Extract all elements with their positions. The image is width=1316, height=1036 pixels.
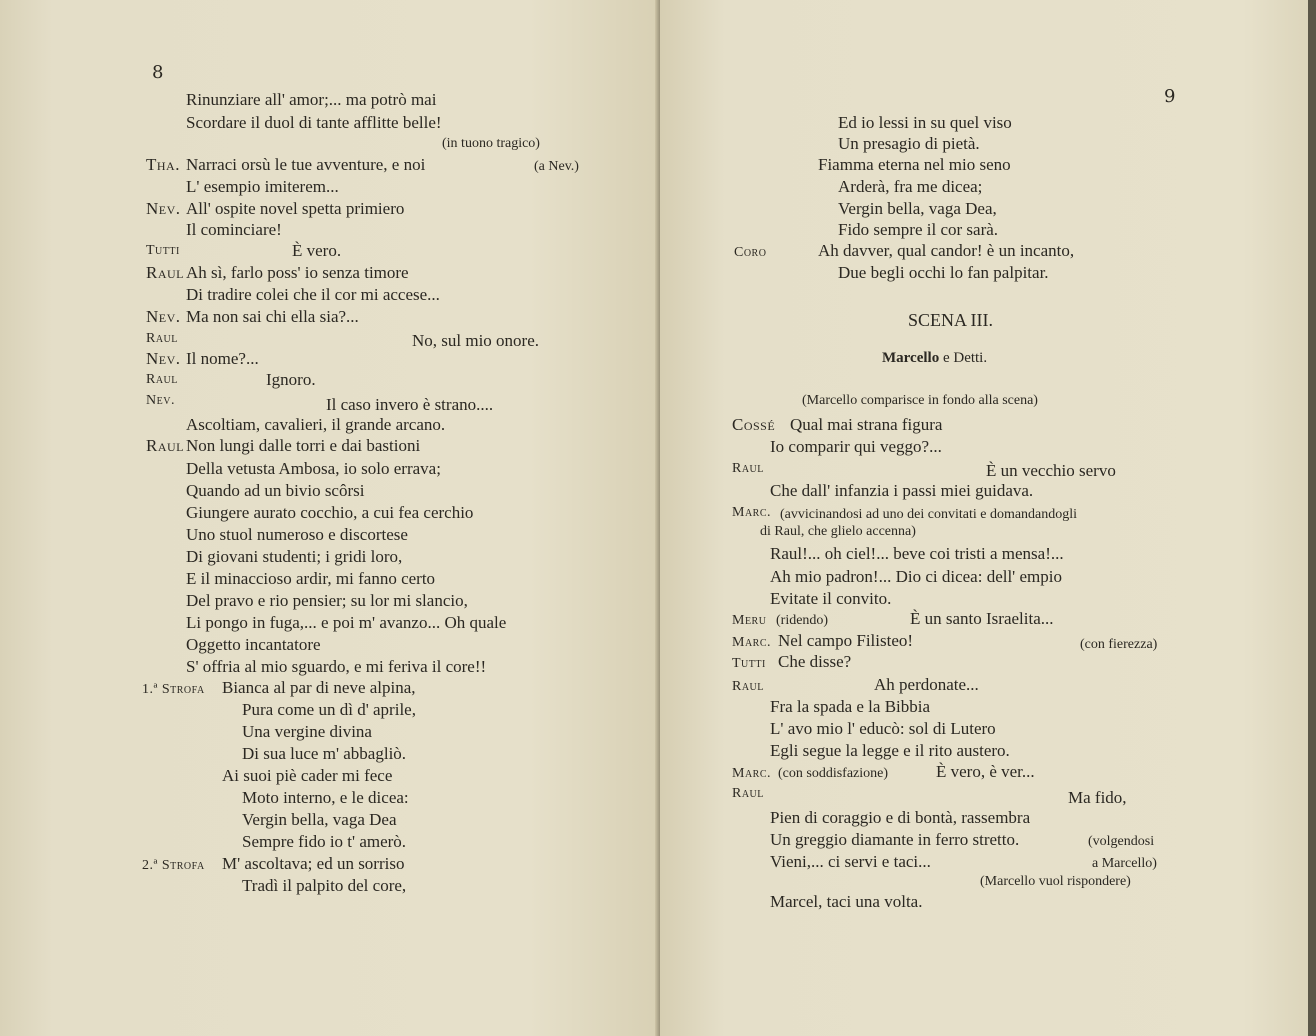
verse-line: Di tradire colei che il cor mi accese... (186, 285, 440, 304)
stage-direction: (Marcello comparisce in fondo alla scena) (802, 393, 1038, 408)
speaker-label: Tha. (146, 155, 180, 174)
verse-line: Il cominciare! (186, 220, 282, 239)
speaker-label: Tutti (732, 656, 766, 671)
verse-line: Raul!... oh ciel!... beve coi tristi a mensa!... (770, 544, 1064, 563)
verse-line: È vero. (292, 241, 342, 260)
verse-line: Ah davver, qual candor! è un incanto, (818, 241, 1075, 260)
stage-direction: (ridendo) (776, 613, 829, 628)
verse-line: Nel campo Filisteo! (778, 631, 914, 650)
verse-line: Due begli occhi lo fan palpitar. (838, 263, 1049, 282)
speaker-label: Nev. (146, 199, 181, 218)
right-page (660, 0, 1308, 1036)
speaker-label: Raul (732, 786, 764, 801)
verse-line: Che disse? (778, 652, 852, 671)
stage-direction: di Raul, che glielo accenna) (760, 524, 916, 539)
verse-line: Scordare il duol di tante afflitte belle! (186, 113, 442, 132)
verse-line: È un santo Israelita... (910, 609, 1054, 628)
verse-line: Ma fido, (1068, 788, 1127, 807)
verse-line: L' esempio imiterem... (186, 177, 339, 196)
verse-line: S' offria al mio sguardo, e mi feriva il core!! (186, 657, 487, 676)
verse-line: Il caso invero è strano.... (326, 395, 494, 414)
speaker-label: Coro (734, 245, 767, 260)
verse-line: Vergin bella, vaga Dea (242, 810, 397, 829)
verse-line: Oggetto incantatore (186, 635, 321, 654)
verse-line: Il nome?... (186, 349, 259, 368)
stage-direction: (in tuono tragico) (442, 136, 540, 151)
character-rest: e Detti. (942, 350, 988, 366)
speaker-label: Marc. (732, 635, 772, 650)
stage-direction: (con fierezza) (1080, 637, 1158, 652)
verse-line: Ed io lessi in su quel viso (838, 113, 1012, 132)
speaker-label: Marc. (732, 766, 772, 781)
verse-line: Fiamma eterna nel mio seno (818, 155, 1011, 174)
verse-line: Un presagio di pietà. (838, 134, 980, 153)
verse-line: L' avo mio l' educò: sol di Lutero (770, 719, 996, 738)
verse-line: Ah mio padron!... Dio ci dicea: dell' empio (770, 567, 1062, 586)
verse-line: Non lungi dalle torri e dai bastioni (186, 436, 421, 455)
verse-line: Li pongo in fuga,... e poi m' avanzo... Oh quale (186, 613, 507, 632)
verse-line: Un greggio diamante in ferro stretto. (770, 830, 1020, 849)
verse-line: Pien di coraggio e di bontà, rassembra (770, 808, 1031, 827)
verse-line: Fra la spada e la Bibbia (770, 697, 931, 716)
speaker-label: Raul (732, 679, 764, 694)
speaker-label: Marc. (732, 505, 772, 520)
speaker-label: Raul (146, 263, 185, 282)
verse-line: Qual mai strana figura (790, 415, 943, 434)
scene-characters (882, 348, 987, 368)
speaker-label: Nev. (146, 349, 181, 368)
verse-line: Di sua luce m' abbagliò. (242, 744, 407, 763)
speaker-label: 2.ª Strofa (142, 858, 205, 873)
verse-line: Evitate il convito. (770, 589, 892, 608)
verse-line: Ai suoi piè cader mi fece (222, 766, 393, 785)
verse-line: Uno stuol numeroso e discortese (186, 525, 408, 544)
verse-line: È un vecchio servo (986, 461, 1116, 480)
stage-direction: (con soddisfazione) (778, 766, 889, 781)
verse-line: Sempre fido io t' amerò. (242, 832, 407, 851)
verse-line: Ah sì, farlo poss' io senza timore (186, 263, 409, 282)
stage-direction: (volgendosi (1088, 834, 1155, 849)
speaker-label: Raul (146, 372, 178, 387)
verse-line: M' ascoltava; ed un sorriso (222, 854, 405, 873)
speaker-label: Tutti (146, 243, 180, 258)
verse-line: Vieni,... ci servi e taci... (770, 852, 931, 871)
verse-line: Di giovani studenti; i gridi loro, (186, 547, 403, 566)
verse-line: Della vetusta Ambosa, io solo errava; (186, 459, 441, 478)
stage-direction: a Marcello) (1092, 856, 1157, 871)
speaker-label: Cossé (732, 415, 776, 434)
speaker-label: Nev. (146, 393, 175, 408)
page-edge (1308, 0, 1316, 1036)
verse-line: Vergin bella, vaga Dea, (838, 199, 997, 218)
verse-line: Giungere aurato cocchio, a cui fea cerchio (186, 503, 474, 522)
verse-line: Ignoro. (266, 370, 316, 389)
page-number: 8 (152, 62, 164, 83)
verse-line: Bianca al par di neve alpina, (222, 678, 416, 697)
speaker-label: 1.ª Strofa (142, 682, 205, 697)
speaker-label: Meru (732, 613, 767, 628)
verse-line: Moto interno, e le dicea: (242, 788, 409, 807)
scene-title: SCENA III. (908, 310, 993, 330)
stage-direction: (Marcello vuol rispondere) (980, 874, 1131, 889)
speaker-label: Raul (146, 436, 185, 455)
page-number: 9 (1164, 86, 1176, 107)
verse-line: Ascoltiam, cavalieri, il grande arcano. (186, 415, 446, 434)
verse-line: Ma non sai chi ella sia?... (186, 307, 359, 326)
verse-line: Quando ad un bivio scôrsi (186, 481, 365, 500)
stage-direction: (avvicinandosi ad uno dei convitati e domandandogli (780, 507, 1078, 522)
verse-line: Narraci orsù le tue avventure, e noi (186, 155, 426, 174)
verse-line: All' ospite novel spetta primiero (186, 199, 405, 218)
verse-line: Del pravo e rio pensier; su lor mi slancio, (186, 591, 468, 610)
verse-line: Pura come un dì d' aprile, (242, 700, 416, 719)
verse-line: Io comparir qui veggo?... (770, 437, 942, 456)
stage-direction: (a Nev.) (534, 159, 579, 174)
verse-line: Ah perdonate... (874, 675, 979, 694)
verse-line: E il minaccioso ardir, mi fanno certo (186, 569, 436, 588)
verse-line: Egli segue la legge e il rito austero. (770, 741, 1010, 760)
verse-line: Tradì il palpito del core, (242, 876, 407, 895)
verse-line: Arderà, fra me dicea; (838, 177, 983, 196)
verse-line: Una vergine divina (242, 722, 372, 741)
speaker-label: Raul (146, 331, 178, 346)
verse-line: Fido sempre il cor sarà. (838, 220, 999, 239)
speaker-label: Nev. (146, 307, 181, 326)
speaker-label: Raul (732, 461, 764, 476)
verse-line: No, sul mio onore. (412, 331, 540, 350)
verse-line: Marcel, taci una volta. (770, 892, 923, 911)
verse-line: Che dall' infanzia i passi miei guidava. (770, 481, 1034, 500)
verse-line: Rinunziare all' amor;... ma potrò mai (186, 90, 437, 109)
character-name: Marcello (882, 350, 940, 366)
verse-line: È vero, è ver... (936, 762, 1035, 781)
